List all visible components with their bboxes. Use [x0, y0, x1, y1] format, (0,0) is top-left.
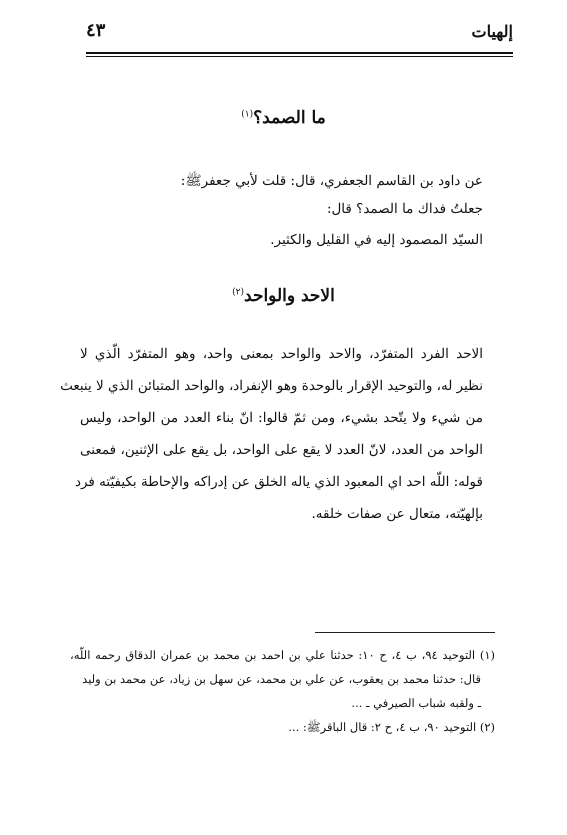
text-line: نظير له، والتوحيد الإقرار بالوحدة وهو الإنفراد، والواحد المتبائن الذي لا ينبعث — [60, 378, 483, 394]
section-title-ahad — [0, 286, 567, 306]
footnote-line: (١) التوحيد ٩٤، ب ٤، ح ١٠: حدثنا علي بن احمد بن محمد بن عمران الدقاق رحمه اللّه، — [70, 648, 496, 662]
section-title-samad — [0, 108, 567, 128]
section-title-text: الاحد والواحد — [244, 286, 335, 306]
footnote-line: قال: حدثنا محمد بن يعقوب، عن علي بن محمد، عن سهل بن زياد، عن محمد بن وليد — [82, 672, 481, 686]
text-line: قوله: اللّه احد اي المعبود الذي ياله الخلق عن إدراكه والإحاطة بكيفيّته فرد — [74, 474, 483, 490]
footnote-ref: (١) — [241, 109, 254, 120]
text-line: عن داود بن القاسم الجعفري، قال: قلت لأبي جعفرﷺ: — [180, 173, 483, 189]
text-line: بإلهيّته، متعال عن صفات خلقه. — [311, 506, 483, 522]
page-number: ٤٣ — [86, 20, 106, 41]
text-line: الواحد من العدد، لانّ العدد لا يقع على الواحد، بل يقع على الإثنين، فمعنى — [80, 442, 483, 458]
text-line: السيّد المصمود إليه في القليل والكثير. — [270, 232, 483, 248]
footnote-ref: (٢) — [232, 287, 245, 298]
text-line: من شيء ولا يتّحد بشيء، ومن ثمّ قالوا: انّ بناء العدد من الواحد، وليس — [80, 410, 483, 426]
header-rule — [86, 52, 513, 54]
footnote-rule — [315, 632, 495, 633]
footnote-line: (٢) التوحيد ٩٠، ب ٤، ح ٢: قال الباقرﷺ: ... — [288, 720, 495, 734]
footnote-line: ـ ولقبه شباب الصيرفي ـ ... — [351, 696, 481, 710]
text-line: الاحد الفرد المتفرّد، والاحد والواحد بمعنى واحد، وهو المتفرّد الّذي لا — [80, 346, 483, 362]
header-rule-thin — [86, 56, 513, 57]
section-title-text: ما الصمد؟ — [253, 108, 326, 128]
text-line: جعلتُ فداك ما الصمد؟ قال: — [326, 201, 483, 217]
page-header — [86, 18, 513, 54]
running-title: إلهيات — [471, 22, 513, 41]
